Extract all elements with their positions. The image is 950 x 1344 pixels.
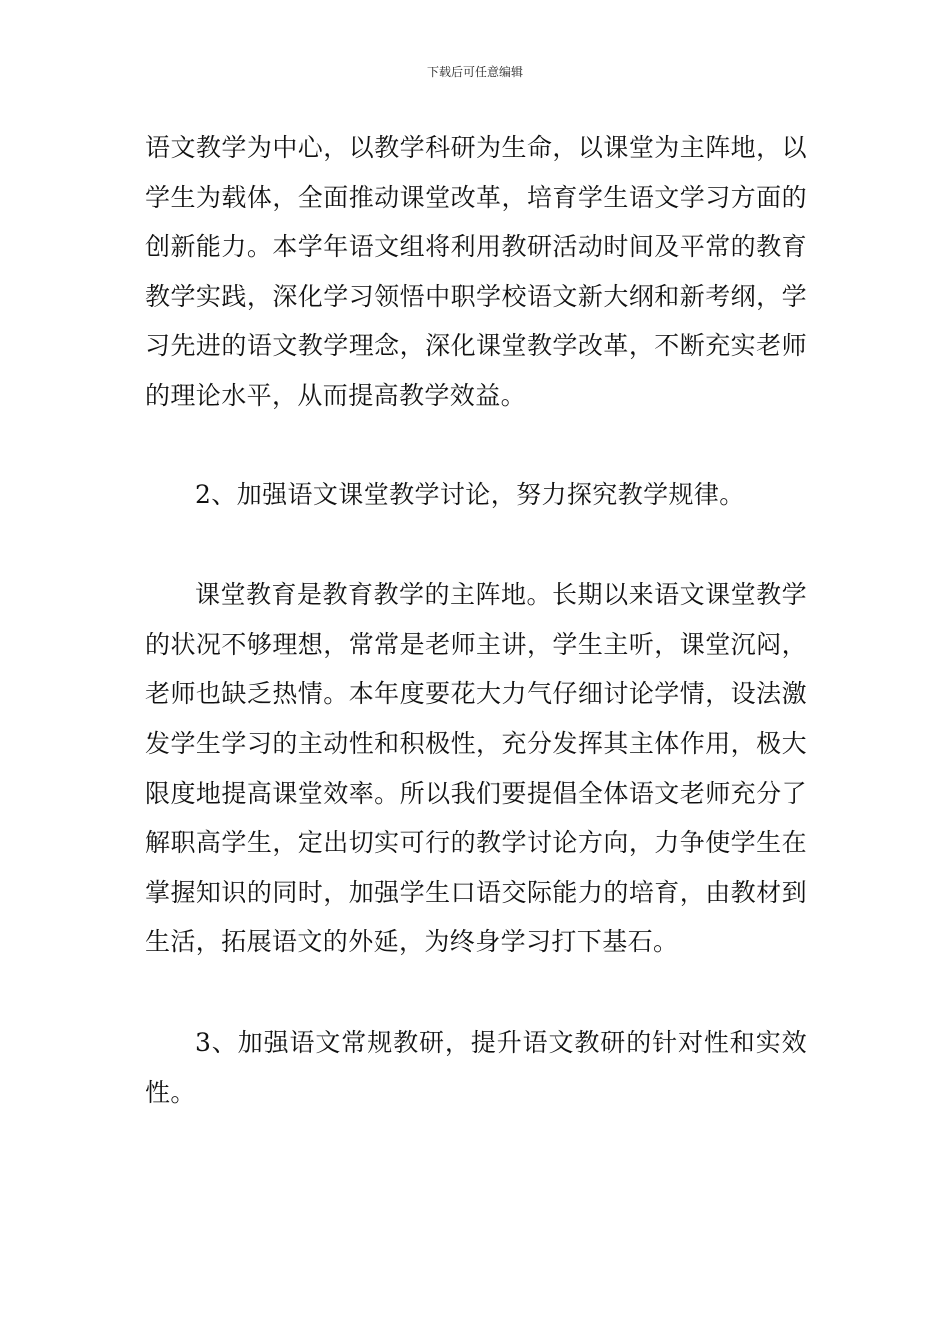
page-header: 下载后可任意编辑 [426,65,523,79]
document-body [145,123,807,1117]
paragraph-classroom-education: 课堂教育是教育教学的主阵地。长期以来语文课堂教学的状况不够理想，常常是老师主讲，学生主听，课堂沉闷，老师也缺乏热情。本年度要花大力气仔细讨论学情，设法激发学生学习的主动性和积极性，充分发挥其主体作用，极大限度地提高课堂效率。所以我们要提倡全体语文老师充分了解职高学生，定出切实可行的教学讨论方向，力争使学生在掌握知识的同时，加强学生口语交际能力的培育，由教材到生活，拓展语文的外延，为终身学习打下基石。 [145,580,807,957]
paragraph-heading-2: 2、加强语文课堂教学讨论，努力探究教学规律。 [195,479,745,509]
paragraph-heading-3: 3、加强语文常规教研，提升语文教研的针对性和实效性。 [145,1027,807,1107]
paragraph-continuation: 语文教学为中心，以教学科研为生命，以课堂为主阵地，以学生为载体，全面推动课堂改革，培育学生语文学习方面的创新能力。本学年语文组将利用教研活动时间及平常的教育教学实践，深化学习领悟中职学校语文新大纲和新考纲，学习先进的语文教学理念，深化课堂教学改革，不断充实老师的理论水平，从而提高教学效益。 [145,133,807,410]
